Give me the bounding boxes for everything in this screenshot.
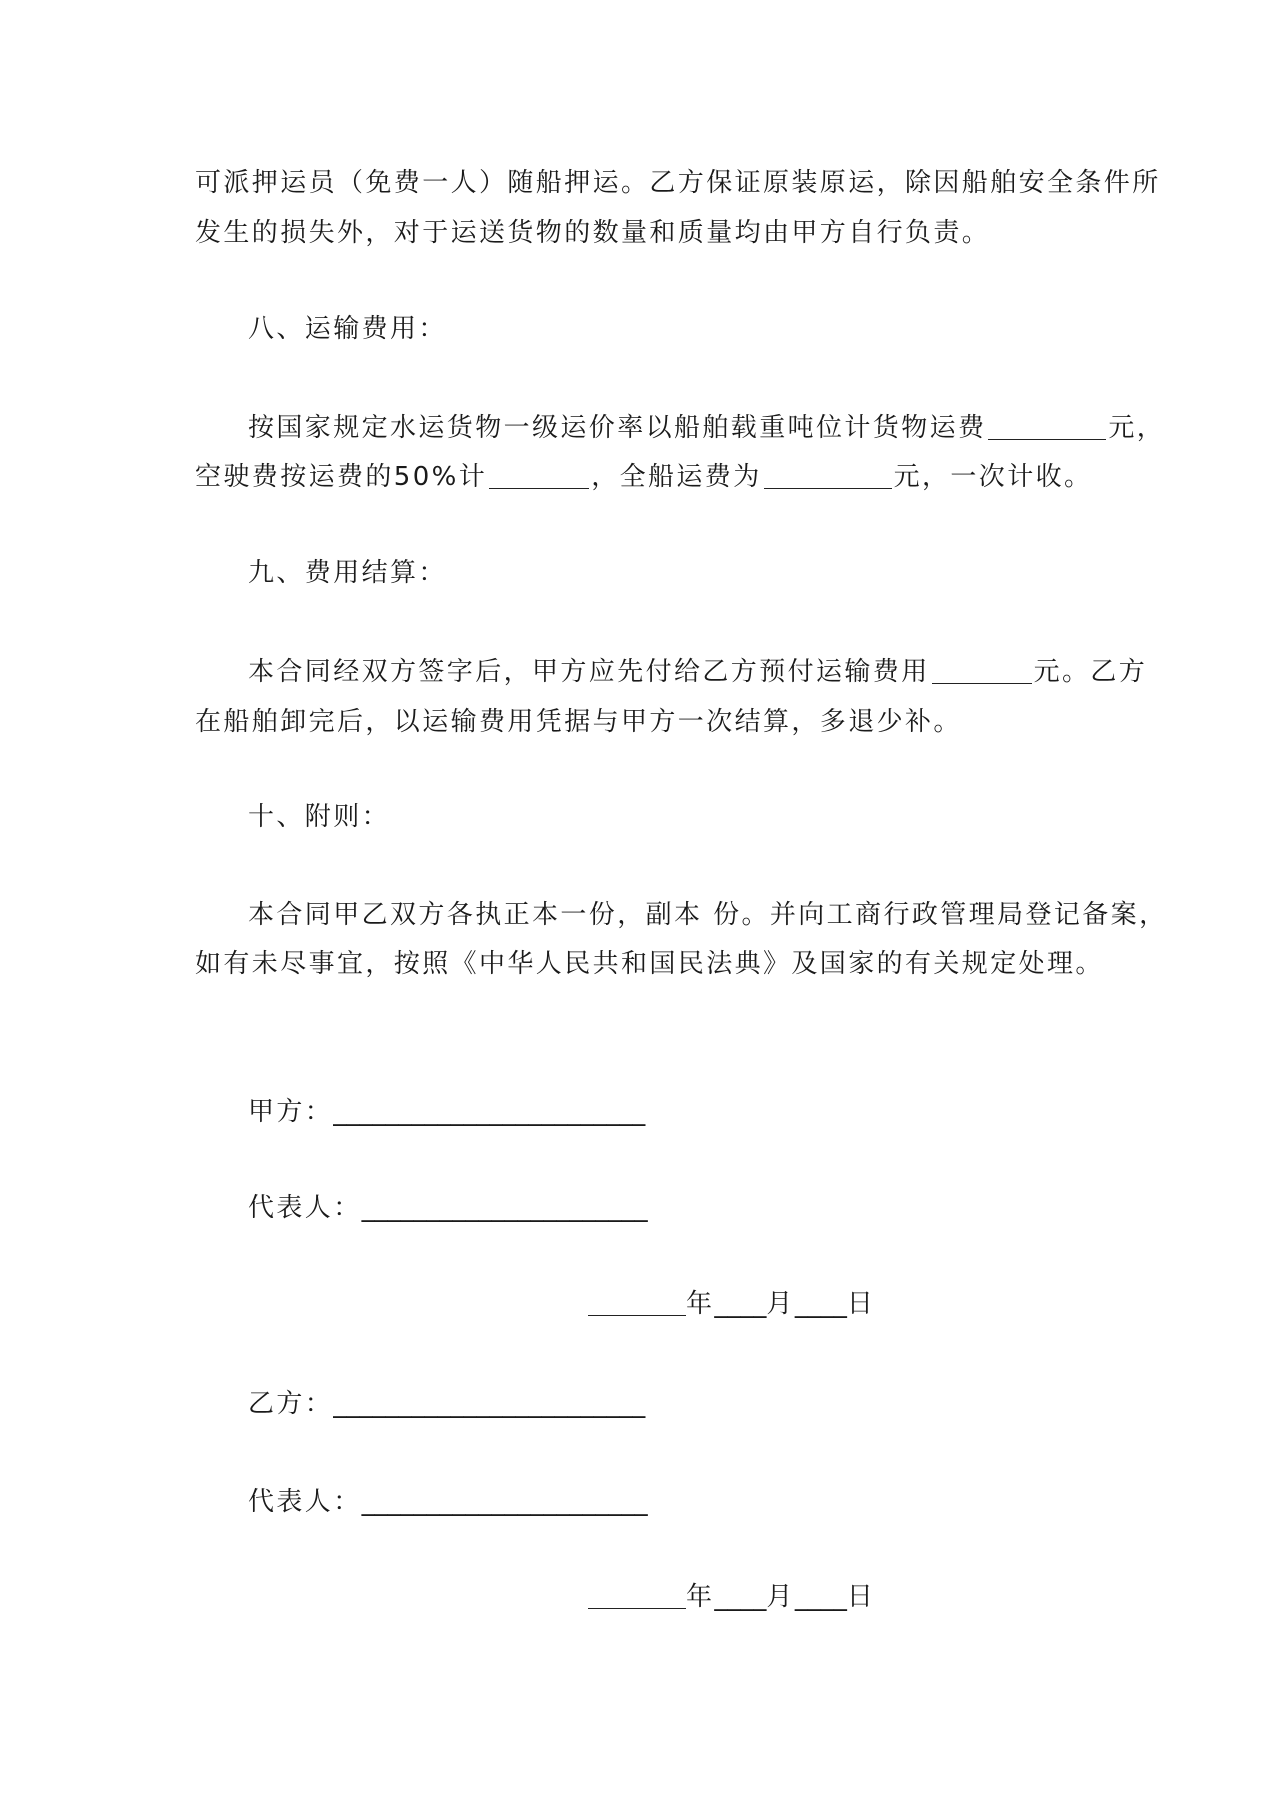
paragraph-line: 可派押运员（免费一人）随船押运。乙方保证原装原运，除因船舶安全条件所 [195, 168, 1161, 198]
text: 元，一次计收。 [893, 462, 1093, 492]
rep-b-signature [248, 1485, 648, 1519]
text: 元。乙方 [1033, 657, 1148, 687]
day-blank[interactable]: ____ [794, 1289, 847, 1319]
paragraph-line: 发生的损失外，对于运送货物的数量和质量均由甲方自行负责。 [195, 218, 991, 248]
section-heading-9: 九、费用结算： [248, 558, 447, 588]
year-blank[interactable] [588, 1289, 686, 1316]
paragraph-line [195, 460, 1092, 494]
paragraph-line: 本合同甲乙双方各执正本一份，副本 份。并向工商行政管理局登记备案， [248, 900, 1168, 930]
fill-blank[interactable] [932, 657, 1032, 684]
rep-a-signature [248, 1191, 648, 1225]
label: 甲方： [248, 1097, 334, 1127]
fill-blank[interactable] [764, 462, 892, 489]
label: 代表人： [248, 1487, 362, 1517]
year-label: 年 [686, 1582, 715, 1612]
text: 本合同经双方签字后，甲方应先付给乙方预付运输费用 [248, 657, 930, 687]
section-heading-8: 八、运输费用： [248, 314, 447, 344]
signature-line[interactable]: ________________________ [333, 1097, 646, 1127]
fill-blank[interactable] [489, 462, 589, 489]
month-label: 月 [766, 1289, 795, 1319]
year-blank[interactable] [588, 1582, 686, 1609]
paragraph-line: 在船舶卸完后，以运输费用凭据与甲方一次结算，多退少补。 [195, 707, 962, 737]
text: 元， [1108, 413, 1166, 443]
signature-line[interactable]: ______________________ [361, 1193, 648, 1223]
date-a [588, 1287, 875, 1321]
section-heading-10: 十、附则： [248, 802, 391, 832]
month-label: 月 [766, 1582, 795, 1612]
month-blank[interactable]: ____ [714, 1289, 767, 1319]
label: 乙方： [248, 1389, 334, 1419]
paragraph-line [248, 411, 1165, 445]
party-b-signature [248, 1387, 645, 1421]
signature-line[interactable]: ______________________ [361, 1487, 648, 1517]
year-label: 年 [686, 1289, 715, 1319]
text: 空驶费按运费的50%计 [195, 462, 488, 492]
party-a-signature [248, 1095, 645, 1129]
fill-blank[interactable] [988, 413, 1106, 440]
day-label: 日 [846, 1289, 876, 1319]
month-blank[interactable]: ____ [714, 1582, 767, 1612]
label: 代表人： [248, 1193, 362, 1223]
paragraph-line [248, 655, 1147, 689]
paragraph-line: 如有未尽事宜，按照《中华人民共和国民法典》及国家的有关规定处理。 [195, 949, 1104, 979]
signature-line[interactable]: ________________________ [333, 1389, 646, 1419]
text: 按国家规定水运货物一级运价率以船舶载重吨位计货物运费 [248, 413, 987, 443]
date-b [588, 1580, 875, 1614]
day-blank[interactable]: ____ [794, 1582, 847, 1612]
day-label: 日 [846, 1582, 876, 1612]
text: ，全船运费为 [591, 462, 762, 492]
